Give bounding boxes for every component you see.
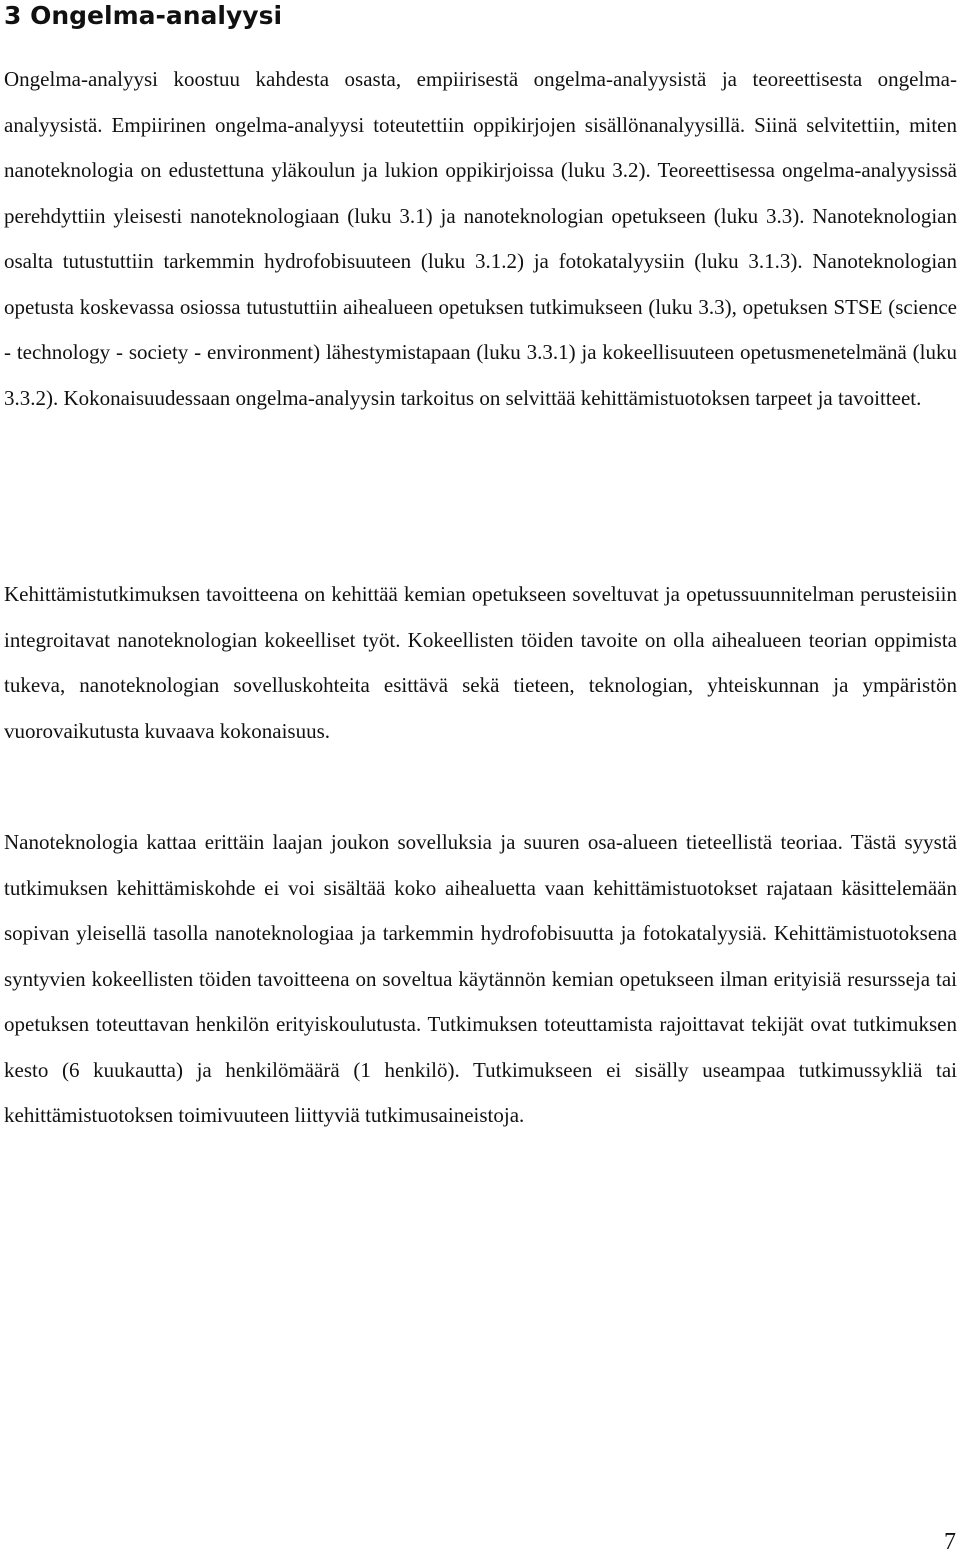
paragraph-problem-analysis: Ongelma-analyysi koostuu kahdesta osasta, empiirisestä ongelma-analyysistä ja teoreettisesta ongelma-analyysistä. Empiirinen ongelma-analyysi toteutettiin oppikirjojen sisällönanalyysillä. Siinä selvitettiin, miten nanoteknologia on edustettuna yläkoulun ja lukion oppikirjoissa (luku 3.2). Teoreettisessa ongelma-analyysissä perehdyttiin yleisesti nanoteknologiaan (luku 3.1) ja nanoteknologian opetukseen (luku 3.3). Nanoteknologian osalta tutustuttiin tarkemmin hydrofobisuuteen (luku 3.1.2) ja fotokatalyysiin (luku 3.1.3). Nanoteknologian opetusta koskevassa osiossa tutustuttiin aihealueen opetuksen tutkimukseen (luku 3.3), opetuksen STSE (science - technology - society - environment) lähestymistapaan (luku 3.3.1) ja kokeellisuuteen opetusmenetelmänä (luku 3.3.2). Kokonaisuudessaan ongelma-analyysin tarkoitus on selvittää kehittämistuotoksen tarpeet ja tavoitteet. [4,67,957,410]
page-number: 7 [944,1529,956,1555]
paragraph-scope-limitations: Nanoteknologia kattaa erittäin laajan joukon sovelluksia ja suuren osa-alueen tieteellistä teoriaa. Tästä syystä tutkimuksen kehittämiskohde ei voi sisältää koko aihealuetta vaan kehittämistuotokset rajataan käsittelemään sopivan yleisellä tasolla nanoteknologiaa ja tarkemmin hydrofobisuutta ja fotokatalyysiä. Kehittämistuotoksena syntyvien kokeellisten töiden tavoitteena on soveltua käytännön kemian opetukseen ilman erityisiä resursseja tai opetuksen toteuttavan henkilön erityiskoulutusta. Tutkimuksen toteuttamista rajoittavat tekijät ovat tutkimuksen kesto (6 kuukautta) ja henkilömäärä (1 henkilö). Tutkimukseen ei sisälly useampaa tutkimussykliä tai kehittämistuotoksen toimivuuteen liittyviä tutkimusaineistoja. [4,830,957,1127]
section-heading: 3 Ongelma-analyysi [4,1,283,30]
paragraph-research-goal: Kehittämistutkimuksen tavoitteena on kehittää kemian opetukseen soveltuvat ja opetussuunnitelman perusteisiin integroitavat nanoteknologian kokeelliset työt. Kokeellisten töiden tavoite on olla aihealueen teorian oppimista tukeva, nanoteknologian sovelluskohteita esittävä sekä tieteen, teknologian, yhteiskunnan ja ympäristön vuorovaikutusta kuvaava kokonaisuus. [4,582,957,743]
